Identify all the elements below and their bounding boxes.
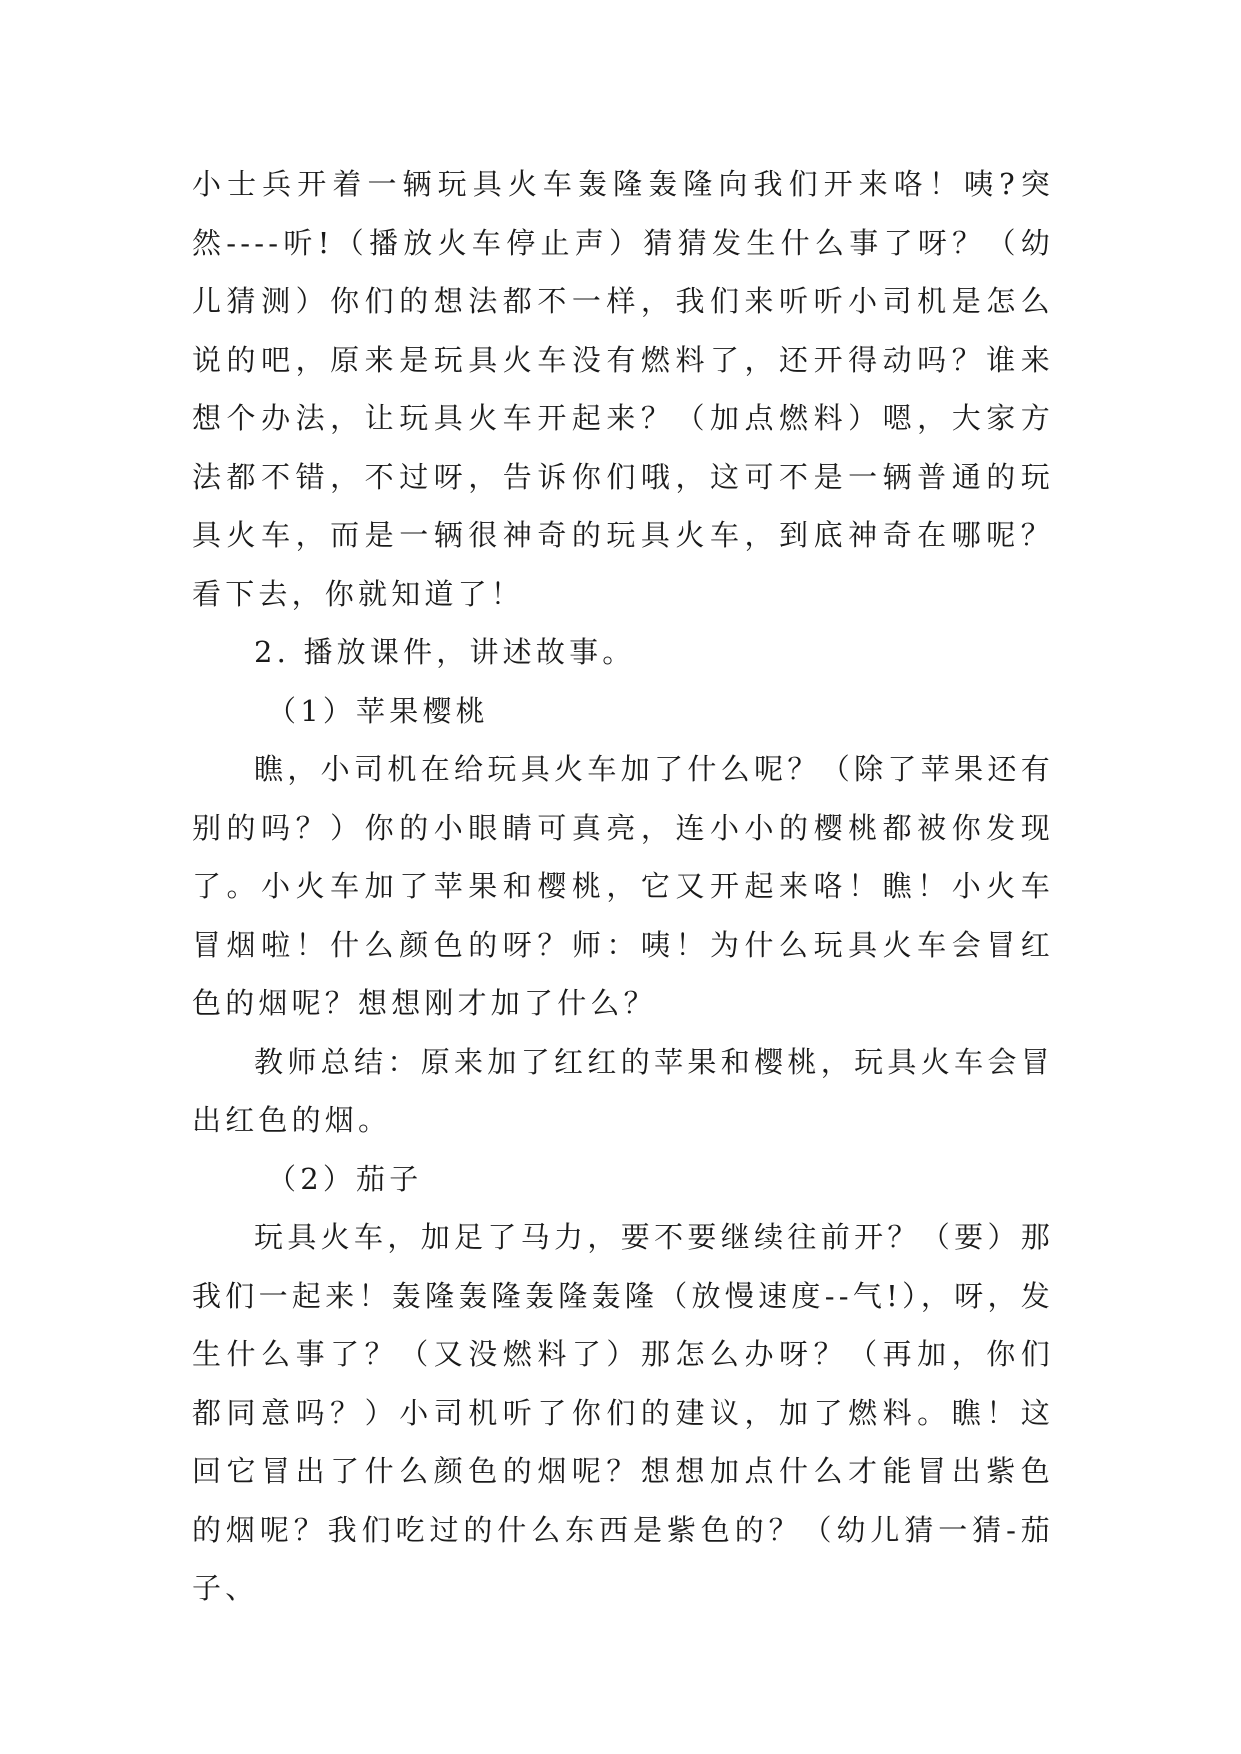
sub-heading-eggplant: （2）茄子 [267,1161,423,1196]
paragraph-apple-cherry: 瞧，小司机在给玩具火车加了什么呢？（除了苹果还有别的吗？）你的小眼睛可真亮，连小小的樱桃都被你发现了。小火车加了苹果和樱桃，它又开起来咯！瞧！小火车冒烟啦！什么颜色的呀？师：咦！为什么玩具火车会冒红色的烟呢？想想刚才加了什么？ [192,752,1054,1020]
sub-heading-apple-cherry: （1）苹果樱桃 [267,693,489,728]
paragraph-eggplant: 玩具火车，加足了马力，要不要继续往前开？（要）那我们一起来！轰隆轰隆轰隆轰隆（放慢速度--气!），呀，发生什么事了？（又没燃料了）那怎么办呀？（再加，你们都同意吗？）小司机听了你们的建议，加了燃料。瞧！这回它冒出了什么颜色的烟呢？想想加点什么才能冒出紫色的烟呢？我们吃过的什么东西是紫色的？（幼儿猜一猜-茄子、 [192,1220,1054,1605]
paragraph-teacher-summary: 教师总结：原来加了红红的苹果和樱桃，玩具火车会冒出红色的烟。 [192,1044,1054,1137]
step-heading: 2. 播放课件，讲述故事。 [254,635,636,669]
text-column [192,155,1054,1618]
paragraph-intro: 小士兵开着一辆玩具火车轰隆轰隆向我们开来咯！咦?突然----听!（播放火车停止声）猜猜发生什么事了呀？（幼儿猜测）你们的想法都不一样，我们来听听小司机是怎么说的吧，原来是玩具火车没有燃料了，还开得动吗？谁来想个办法，让玩具火车开起来？（加点燃料）嗯，大家方法都不错，不过呀，告诉你们哦，这可不是一辆普通的玩具火车，而是一辆很神奇的玩具火车，到底神奇在哪呢？看下去，你就知道了！ [192,167,1054,611]
